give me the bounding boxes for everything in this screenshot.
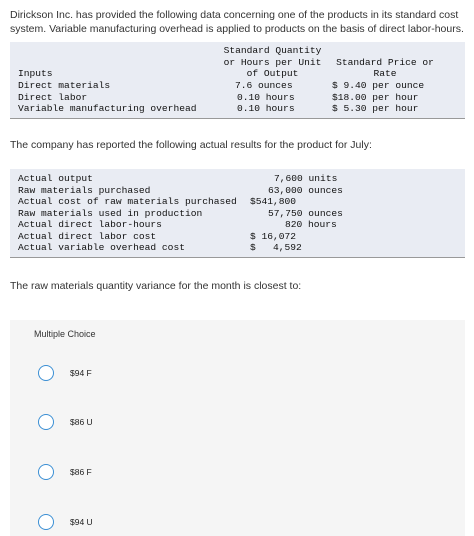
radio-button[interactable]	[38, 414, 54, 430]
actual-results-intro: The company has reported the following actual results for the product for July:	[10, 139, 372, 151]
header-standard-price	[320, 57, 450, 80]
header-price-line-2: Rate	[373, 68, 397, 79]
choice-option[interactable]	[38, 514, 238, 534]
standard-price: $ 5.30 per hour	[332, 103, 419, 114]
result-value: 7,600 units	[274, 173, 338, 184]
result-value: 820 hours	[285, 219, 337, 230]
radio-button[interactable]	[38, 514, 54, 530]
result-label: Actual output	[18, 173, 93, 184]
question-text: The raw materials quantity variance for the month is closest to:	[10, 280, 302, 292]
header-price-line-1: Standard Price or	[336, 56, 434, 68]
result-label: Raw materials purchased	[18, 184, 151, 196]
result-value: 57,750 ounces	[268, 207, 343, 219]
standard-quantity: 0.10 hours	[237, 91, 295, 103]
result-label: Actual cost of raw materials purchased	[18, 196, 237, 207]
result-value: 63,000 ounces	[268, 184, 343, 196]
actual-results-table	[10, 169, 465, 257]
result-value: $ 4,592	[250, 242, 302, 253]
table-row	[18, 196, 465, 208]
problem-intro: Dirickson Inc. has provided the following data concerning one of the products in its standard cost system. Variable manufacturing overhead is applied to products on the basis of direct labor-hours.	[10, 9, 464, 35]
multiple-choice-panel	[10, 320, 465, 536]
table-row	[18, 219, 465, 231]
radio-button[interactable]	[38, 365, 54, 381]
header-standard-quantity	[215, 45, 330, 80]
choice-label: $86 U	[70, 417, 93, 427]
choice-label: $94 U	[70, 517, 93, 527]
table-divider	[10, 257, 465, 258]
choice-option[interactable]	[38, 365, 238, 385]
header-inputs: Inputs	[18, 68, 53, 79]
standard-price: $18.00 per hour	[332, 91, 419, 103]
table-row	[18, 173, 465, 185]
input-name: Variable manufacturing overhead	[18, 103, 197, 114]
choice-option[interactable]	[38, 414, 238, 434]
input-name: Direct labor	[18, 91, 88, 103]
standards-table	[10, 42, 465, 118]
table-row	[18, 185, 465, 197]
result-label: Actual direct labor-hours	[18, 219, 162, 230]
result-label: Actual variable overhead cost	[18, 242, 185, 253]
result-value: $541,800	[250, 196, 297, 207]
radio-button[interactable]	[38, 464, 54, 480]
table-row	[18, 242, 465, 254]
standard-price: $ 9.40 per ounce	[332, 80, 425, 91]
result-label: Actual direct labor cost	[18, 230, 157, 242]
table-row	[18, 208, 465, 220]
result-label: Raw materials used in production	[18, 207, 203, 219]
multiple-choice-title: Multiple Choice	[34, 329, 96, 339]
choice-option[interactable]	[38, 464, 238, 484]
choice-label: $86 F	[70, 467, 92, 477]
standard-quantity: 7.6 ounces	[235, 80, 293, 91]
table-row	[18, 80, 465, 92]
header-quantity-line-2: or Hours per Unit	[223, 56, 322, 68]
result-value: $ 16,072	[250, 230, 297, 242]
header-quantity-line-1: Standard Quantity	[223, 45, 322, 56]
table-divider	[10, 118, 465, 119]
standard-quantity: 0.10 hours	[237, 103, 295, 114]
choice-label: $94 F	[70, 368, 92, 378]
table-row	[18, 103, 465, 115]
table-row	[18, 92, 465, 104]
table-row	[18, 231, 465, 243]
input-name: Direct materials	[18, 80, 111, 91]
header-quantity-line-3: of Output	[246, 68, 299, 79]
